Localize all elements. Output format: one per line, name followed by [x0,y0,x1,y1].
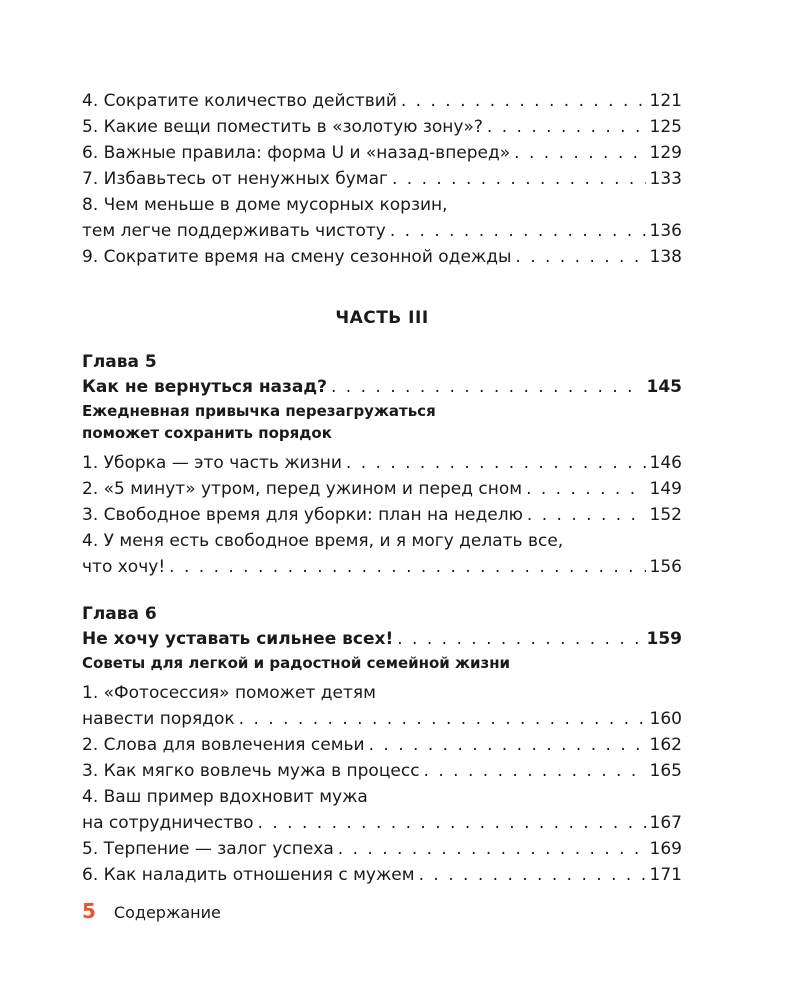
entry-title-line: 8. Чем меньше в доме мусорных корзин, [82,195,448,215]
entry-title: 7. Избавьтесь от ненужных бумаг [82,169,388,189]
entry-title: 2. Слова для вовлечения семьи [82,735,365,755]
toc-entry[interactable] [82,476,682,502]
toc-entry[interactable] [82,244,682,270]
leader-dots [527,502,646,528]
toc-entry[interactable] [82,88,682,114]
leader-dots [401,88,646,114]
entry-page: 121 [649,91,682,111]
entry-title-line: на сотрудничество [82,813,254,833]
entry-page: 169 [649,839,682,859]
leader-dots [369,732,646,758]
leader-dots [392,166,646,192]
entry-title-line: что хочу! [82,557,166,577]
toc-entry[interactable] [82,862,682,888]
leader-dots [169,554,645,580]
chapter-title-entry[interactable] [82,626,682,652]
leader-dots [258,810,646,836]
entry-page: 171 [649,865,682,885]
leader-dots [526,476,645,502]
page-number: 5 [82,899,96,923]
toc-entry[interactable] [82,166,682,192]
entry-page: 133 [649,169,682,189]
entry-page: 136 [649,221,682,241]
entry-title-line: тем легче поддерживать чистоту [82,221,386,241]
entry-page: 138 [649,247,682,267]
leader-dots [397,626,642,652]
entry-page: 149 [649,479,682,499]
entry-title: 6. Как наладить отношения с мужем [82,865,415,885]
entry-title-line: 1. «Фотосессия» поможет детям [82,683,376,703]
leader-dots [419,862,646,888]
entry-page: 146 [649,453,682,473]
entry-title: 2. «5 минут» утром, перед ужином и перед сном [82,479,523,499]
chapter-page: 145 [646,377,682,397]
entry-page: 125 [649,117,682,137]
subtitle-line: Советы для легкой и радостной семейной жизни [82,654,511,672]
chapter-title: Как не вернуться назад? [82,377,327,397]
entry-title: 5. Терпение — залог успеха [82,839,334,859]
entry-page: 165 [649,761,682,781]
toc-entry[interactable] [82,784,682,836]
entry-page: 152 [649,505,682,525]
entry-title: 4. Сократите количество действий [82,91,397,111]
entry-title-line: навести порядок [82,709,235,729]
entry-page: 167 [649,813,682,833]
leader-dots [346,450,646,476]
chapter-subtitle [82,400,682,444]
chapter-label: Глава 6 [82,604,157,624]
toc-entry[interactable] [82,192,682,244]
toc-entry[interactable] [82,140,682,166]
entry-title: 9. Сократите время на смену сезонной одежды [82,247,512,267]
leader-dots [331,374,643,400]
leader-dots [390,218,646,244]
leader-dots [514,140,645,166]
toc-entry[interactable] [82,450,682,476]
page-footer [82,899,221,923]
toc-entry[interactable] [82,680,682,732]
leader-dots [424,758,646,784]
leader-dots [515,244,645,270]
chapter-title-entry[interactable] [82,374,682,400]
toc-entry[interactable] [82,502,682,528]
entry-title: 3. Как мягко вовлечь мужа в процесс [82,761,420,781]
entry-title: 5. Какие вещи поместить в «золотую зону»? [82,117,483,137]
entry-title: 3. Свободное время для уборки: план на неделю [82,505,523,525]
subtitle-line: поможет сохранить порядок [82,424,332,442]
running-header: Содержание [113,903,221,922]
toc-entry[interactable] [82,732,682,758]
toc-entry[interactable] [82,758,682,784]
entry-page: 162 [649,735,682,755]
toc-page [82,88,682,888]
subtitle-line: Ежедневная привычка перезагружаться [82,402,436,420]
chapter-subtitle [82,652,682,674]
toc-entry[interactable] [82,528,682,580]
entry-title: 6. Важные правила: форма U и «назад-вперед» [82,143,511,163]
entry-page: 156 [649,557,682,577]
leader-dots [338,836,646,862]
entry-page: 129 [649,143,682,163]
entry-title-line: 4. Ваш пример вдохновит мужа [82,787,368,807]
chapter-label: Глава 5 [82,352,157,372]
leader-dots [239,706,646,732]
toc-entry[interactable] [82,114,682,140]
entry-title: 1. Уборка — это часть жизни [82,453,342,473]
chapter-page: 159 [646,629,682,649]
entry-page: 160 [649,709,682,729]
toc-entry[interactable] [82,836,682,862]
part-title: ЧАСТЬ III [335,308,429,328]
chapter-title: Не хочу уставать сильнее всех! [82,629,394,649]
leader-dots [487,114,646,140]
entry-title-line: 4. У меня есть свободное время, и я могу делать все, [82,531,564,551]
